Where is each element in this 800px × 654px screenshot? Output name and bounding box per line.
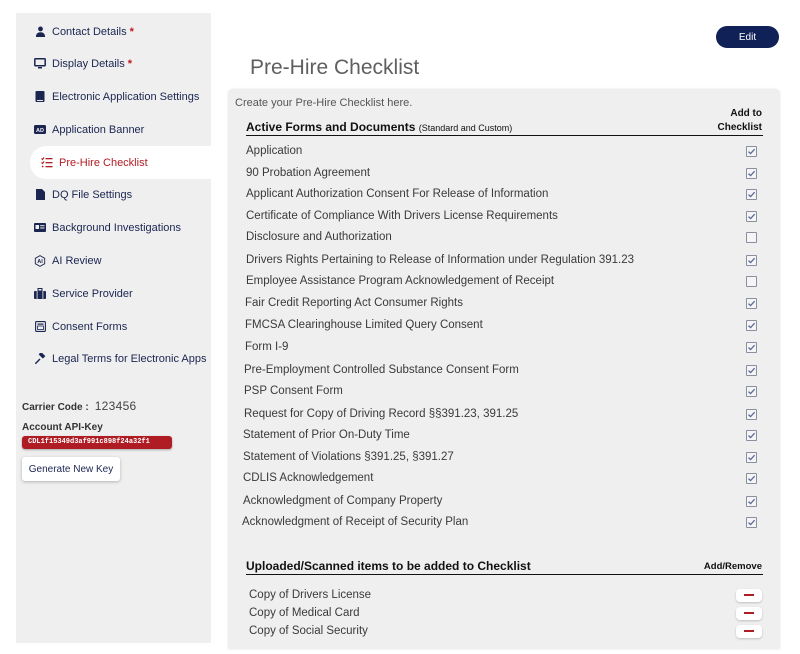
api-key-value: CDL1f15349d3af991c898f24a32f1 <box>22 436 172 449</box>
add-to-checklist-checkbox[interactable] <box>746 211 757 222</box>
sidebar-item-label: DQ File Settings <box>52 188 133 201</box>
carrier-code-label: Carrier Code : <box>22 402 89 413</box>
sidebar-item-ai-review[interactable] <box>22 244 211 277</box>
carrier-code-value: 123456 <box>94 399 137 413</box>
checklist-row <box>242 513 762 531</box>
checklist-row <box>245 294 762 312</box>
checklist-row <box>246 228 762 246</box>
add-to-checklist-checkbox[interactable] <box>746 276 757 287</box>
checkmark-icon <box>747 299 756 308</box>
remove-item-button[interactable] <box>736 607 762 620</box>
checklist-row <box>244 405 762 423</box>
checklist-item-label: Disclosure and Authorization <box>246 231 392 243</box>
uploaded-items-header <box>246 559 763 575</box>
sidebar-item-application-banner[interactable] <box>22 113 211 146</box>
checklist-item-label: Form I-9 <box>245 341 289 353</box>
checklist-icon <box>40 157 54 169</box>
add-to-checklist-checkbox[interactable] <box>746 409 757 420</box>
sidebar-item-contact-details[interactable] <box>22 15 211 48</box>
add-to-checklist-checkbox[interactable] <box>746 146 757 157</box>
sidebar-item-dq-file-settings[interactable] <box>22 178 211 211</box>
checklist-item-label: Applicant Authorization Consent For Release of Information <box>246 188 549 200</box>
checkmark-icon <box>747 169 756 178</box>
checklist-item-label: Application <box>246 145 303 157</box>
sidebar-item-background-investigations[interactable] <box>22 211 211 244</box>
checkmark-icon <box>747 410 756 419</box>
uploaded-item-row <box>249 604 762 622</box>
svg-text:AI: AI <box>37 258 43 265</box>
checklist-item-label: PSP Consent Form <box>244 385 343 397</box>
uploaded-item-row <box>249 622 762 640</box>
checklist-item-label: Drivers Rights Pertaining to Release of Information under Regulation 391.23 <box>246 254 635 266</box>
carrier-code <box>22 399 137 413</box>
uploaded-item-row <box>249 586 762 604</box>
checkmark-icon <box>747 190 756 199</box>
generate-new-key-button[interactable]: Generate New Key <box>22 457 120 481</box>
checklist-item-label: Request for Copy of Driving Record §§391.23, 391.25 <box>244 408 519 420</box>
section-title: Uploaded/Scanned items to be added to Checklist <box>246 559 531 573</box>
add-to-checklist-checkbox[interactable] <box>746 320 757 331</box>
column-header-line1: Add to <box>730 108 762 119</box>
uploaded-item-label: Copy of Medical Card <box>249 607 360 619</box>
ai-icon <box>33 255 47 267</box>
checklist-item-label: Acknowledgment of Receipt of Security Plan <box>242 516 469 528</box>
monitor-icon <box>33 58 47 70</box>
checkmark-icon <box>747 518 756 527</box>
add-to-checklist-checkbox[interactable] <box>746 473 757 484</box>
add-to-checklist-checkbox[interactable] <box>746 452 757 463</box>
remove-item-button[interactable] <box>736 625 762 638</box>
checklist-row <box>245 338 762 356</box>
sidebar-item-label: Legal Terms for Electronic Apps <box>52 352 207 365</box>
required-marker: * <box>129 25 134 38</box>
checklist-item-label: Statement of Prior On-Duty Time <box>243 429 410 441</box>
checklist-row <box>245 316 762 334</box>
add-remove-header: Add/Remove <box>703 561 762 572</box>
checkmark-icon <box>747 212 756 221</box>
checklist-item-label: Certificate of Compliance With Drivers License Requirements <box>246 210 558 222</box>
checklist-row <box>246 164 762 182</box>
minus-icon <box>744 630 754 632</box>
person-icon <box>33 26 47 38</box>
checkmark-icon <box>747 453 756 462</box>
checklist-item-label: Fair Credit Reporting Act Consumer Rights <box>245 297 463 309</box>
sidebar-item-service-provider[interactable] <box>22 277 211 310</box>
sidebar-item-pre-hire-checklist[interactable] <box>30 146 211 179</box>
checklist-panel <box>228 89 780 649</box>
sidebar-item-label: Contact Details <box>52 25 127 38</box>
checklist-row <box>244 361 762 379</box>
page-title: Pre-Hire Checklist <box>250 56 420 79</box>
sidebar-item-label: Consent Forms <box>52 320 128 333</box>
column-header-line2: Checklist <box>717 122 762 133</box>
file-icon <box>33 189 47 201</box>
form-icon <box>33 321 47 333</box>
uploaded-item-label: Copy of Drivers License <box>249 589 372 601</box>
checklist-item-label: CDLIS Acknowledgement <box>243 472 374 484</box>
section-title: Active Forms and Documents <box>246 120 416 134</box>
checkmark-icon <box>747 387 756 396</box>
checklist-row <box>243 492 762 510</box>
checklist-item-label: Acknowledgment of Company Property <box>243 495 443 507</box>
add-to-checklist-checkbox[interactable] <box>746 496 757 507</box>
add-to-checklist-checkbox[interactable] <box>746 517 757 528</box>
sidebar-item-label: Electronic Application Settings <box>52 90 200 103</box>
checklist-item-label: FMCSA Clearinghouse Limited Query Consent <box>245 319 483 331</box>
svg-text:AD: AD <box>36 127 44 134</box>
minus-icon <box>744 594 754 596</box>
checklist-item-label: Statement of Violations §391.25, §391.27 <box>243 451 454 463</box>
add-to-checklist-checkbox[interactable] <box>746 232 757 243</box>
sidebar-item-label: Pre-Hire Checklist <box>59 156 148 169</box>
minus-icon <box>744 612 754 614</box>
sidebar <box>16 13 211 643</box>
add-to-checklist-checkbox[interactable] <box>746 365 757 376</box>
briefcase-icon <box>33 288 47 300</box>
checklist-row <box>246 142 762 160</box>
sidebar-item-label: Service Provider <box>52 287 133 300</box>
checklist-item-label: 90 Probation Agreement <box>246 167 371 179</box>
active-forms-header <box>246 120 763 136</box>
checkmark-icon <box>747 343 756 352</box>
section-subtitle: (Standard and Custom) <box>418 123 513 133</box>
checkmark-icon <box>747 147 756 156</box>
add-to-checklist-checkbox[interactable] <box>746 255 757 266</box>
intro-text: Create your Pre-Hire Checklist here. <box>235 97 413 109</box>
add-to-checklist-checkbox[interactable] <box>746 298 757 309</box>
checklist-row <box>246 207 762 225</box>
api-key-label: Account API-Key <box>22 422 103 433</box>
sidebar-item-label: Application Banner <box>52 123 145 136</box>
checklist-row <box>243 448 762 466</box>
checklist-row <box>244 382 762 400</box>
sidebar-nav <box>22 13 211 381</box>
checklist-row <box>246 185 762 203</box>
add-to-checklist-checkbox[interactable] <box>746 189 757 200</box>
checklist-row <box>246 251 762 269</box>
checklist-item-label: Pre-Employment Controlled Substance Consent Form <box>244 364 519 376</box>
checkmark-icon <box>747 497 756 506</box>
checkmark-icon <box>747 366 756 375</box>
sidebar-item-label: AI Review <box>52 254 102 267</box>
checkmark-icon <box>747 431 756 440</box>
checkmark-icon <box>747 321 756 330</box>
sidebar-item-consent-forms[interactable] <box>22 310 211 343</box>
required-marker: * <box>127 57 133 70</box>
uploaded-item-label: Copy of Social Security <box>249 625 368 637</box>
sidebar-item-display-details[interactable] <box>22 47 211 80</box>
sidebar-item-label: Display Details <box>52 57 125 70</box>
checkmark-icon <box>747 474 756 483</box>
remove-item-button[interactable] <box>736 589 762 602</box>
checklist-row <box>243 426 762 444</box>
checklist-item-label: Employee Assistance Program Acknowledgement of Receipt <box>246 275 555 287</box>
ad-icon <box>33 124 47 136</box>
add-to-checklist-checkbox[interactable] <box>746 430 757 441</box>
add-to-checklist-checkbox[interactable] <box>746 168 757 179</box>
add-to-checklist-checkbox[interactable] <box>746 386 757 397</box>
gavel-icon <box>33 353 47 365</box>
checklist-row <box>246 272 762 290</box>
sidebar-item-electronic-application-settings[interactable] <box>22 80 211 113</box>
sidebar-item-legal-terms[interactable] <box>22 342 211 375</box>
add-to-checklist-checkbox[interactable] <box>746 342 757 353</box>
id-card-icon <box>33 222 47 234</box>
edit-button[interactable]: Edit <box>716 26 779 48</box>
checkmark-icon <box>747 256 756 265</box>
sidebar-item-label: Background Investigations <box>52 221 182 234</box>
checklist-row <box>243 469 762 487</box>
book-icon <box>33 91 47 103</box>
